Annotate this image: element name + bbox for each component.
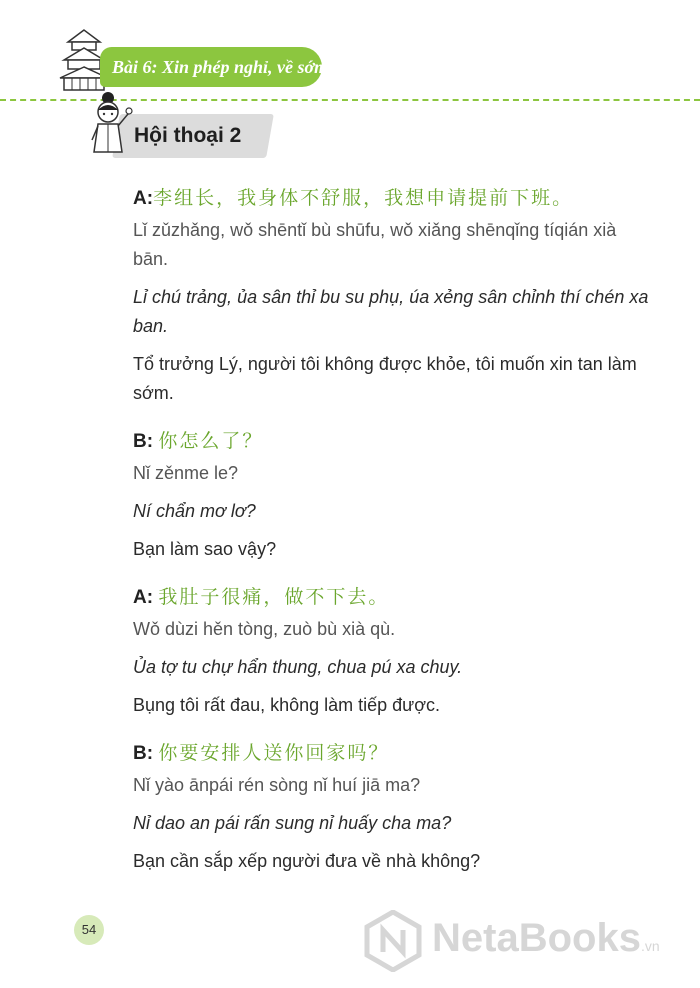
chinese-text: 你要安排人送你回家吗？: [158, 742, 390, 764]
watermark: [362, 910, 692, 972]
chinese-line: [133, 183, 653, 214]
chinese-line: [133, 582, 653, 613]
pinyin-text: Nǐ zěnme le?: [133, 463, 239, 483]
pinyin-text: Lǐ zǔzhǎng, wǒ shēntǐ bù shūfu, wǒ xiǎng shēnqǐng tíqián xià bān.: [133, 220, 617, 269]
speaker-label: A:: [133, 587, 154, 608]
chinese-text: 我肚子很痛，做不下去。: [158, 586, 390, 608]
chinese-line: [133, 738, 653, 769]
vietnamese-text: Bạn làm sao vậy?: [133, 539, 277, 559]
watermark-brand: NetaBooks: [432, 916, 641, 960]
phonetic-text: Ní chẩn mơ lơ?: [133, 501, 256, 521]
dialogue-turn: [133, 582, 653, 720]
vietnamese-text: Tổ trưởng Lý, người tôi không được khỏe, tôi muốn xin tan làm sớm.: [133, 354, 637, 403]
lesson-title: Bài 6: Xin phép nghỉ, về sớm: [100, 47, 322, 87]
phonetic-text: Lỉ chú trảng, ủa sân thỉ bu su phụ, úa xẻng sân chỉnh thí chén xa ban.: [133, 287, 649, 336]
dialogue: [133, 183, 653, 894]
chinese-text: 李组长，我身体不舒服，我想申请提前下班。: [153, 187, 574, 209]
speaker-label: B:: [133, 743, 154, 764]
chinese-line: [133, 426, 653, 457]
speaker-label: A:: [133, 188, 154, 209]
pinyin-text: Nǐ yào ānpái rén sòng nǐ huí jiā ma?: [133, 775, 421, 795]
netabooks-logo-icon: [362, 910, 424, 972]
pinyin-text: Wǒ dùzi hěn tòng, zuò bù xià qù.: [133, 619, 396, 639]
dialogue-turn: [133, 738, 653, 876]
dialogue-turn: [133, 183, 653, 408]
vietnamese-text: Bụng tôi rất đau, không làm tiếp được.: [133, 695, 441, 715]
section-title: Hội thoại 2: [134, 124, 242, 147]
vietnamese-text: Bạn cần sắp xếp người đưa về nhà không?: [133, 851, 481, 871]
watermark-text: [432, 916, 660, 961]
girl-waving-icon: [86, 90, 134, 160]
watermark-suffix: .vn: [640, 938, 660, 954]
speaker-label: B:: [133, 431, 154, 452]
phonetic-text: Ủa tợ tu chự hẩn thung, chua pú xa chuy.: [133, 657, 463, 677]
phonetic-text: Nỉ dao an pái rấn sung nỉ huấy cha ma?: [133, 813, 452, 833]
section-heading: [86, 90, 266, 170]
chinese-text: 你怎么了？: [158, 430, 264, 452]
dialogue-turn: [133, 426, 653, 564]
page-number: 54: [74, 915, 104, 945]
lesson-header: [0, 28, 700, 98]
